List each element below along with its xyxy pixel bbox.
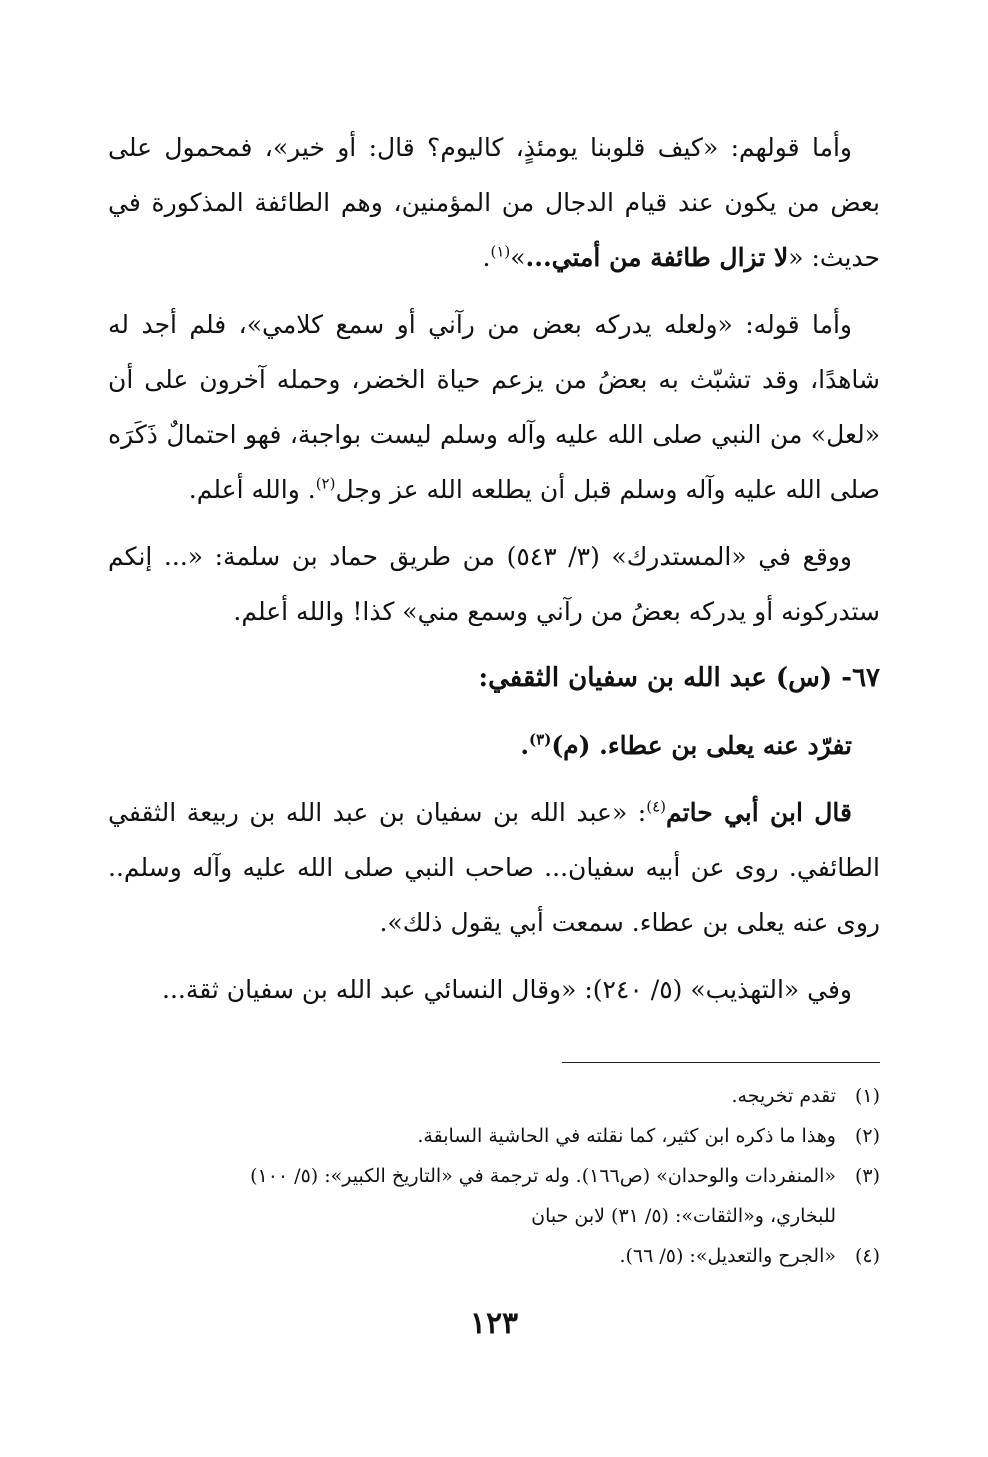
footnote-1: (١) تقدم تخريجه.	[731, 1085, 880, 1107]
paragraph-4: تفرّد عنه يعلى بن عطاء. (م)$^{(٣)}$.	[520, 730, 852, 760]
footnote-4: (٤) «الجرح والتعديل»: (٥/ ٦٦).	[619, 1245, 880, 1267]
main-text	[108, 120, 880, 1029]
footnote-ref-4: (٤)	[646, 797, 666, 816]
hadith-quote: لا تزال طائفة من أمتي...	[525, 243, 789, 272]
footnote-ref-1: (١)	[490, 242, 511, 261]
paragraph-3: ووقع في «المستدرك» (٣/ ٥٤٣) من طريق حماد بن سلمة: «... إنكم ستدركونه أو يدركه بعضُ من رآني وسمع مني» كذا! والله أعلم.	[108, 542, 880, 626]
footnote-divider	[562, 1062, 880, 1063]
paragraph-5: قال ابن أبي حاتم$^{(٤)}$: «عبد الله بن سفيان بن عبد الله بن ربيعة الثقفي الطائفي. روى عن أبيه سفيان... صاحب النبي صلى الله عليه وآله وسلم.. روى عنه يعلى بن عطاء. سمعت أبي يقول ذلك».	[108, 797, 880, 937]
footnotes	[108, 1076, 880, 1276]
paragraph-6: وفي «التهذيب» (٥/ ٢٤٠): «وقال النسائي عبد الله بن سفيان ثقة...	[162, 975, 852, 1004]
footnote-3-continuation: للبخاري، و«الثقات»: (٥/ ٣١) لابن حبان	[531, 1205, 836, 1227]
paragraph-1: وأما قولهم: «كيف قلوبنا يومئذٍ، كاليوم؟ قال: أو خير»، فمحمول على بعض من يكون عند قيام الدجال من المؤمنين، وهم الطائفة المذكورة في حديث: «لا تزال طائفة من أمتي...»$^{(١)}$.	[108, 133, 880, 272]
page-number: ١٢٣	[469, 1306, 519, 1341]
paragraph-2: وأما قوله: «ولعله يدركه بعض من رآني أو سمع كلامي»، فلم أجد له شاهدًا، وقد تشبّث به بعضُ من يزعم حياة الخضر، وحمله آخرون على أن «لعل» من النبي صلى الله عليه وآله وسلم ليست بواجبة، فهو احتمالٌ ذَكَرَه صلى الله عليه وآله وسلم قبل أن يطلعه الله عز وجل$^{(٢)}$. والله أعلم.	[108, 310, 880, 504]
footnote-ref-2: (٢)	[315, 474, 336, 493]
footnote-ref-3: (٣)	[529, 730, 552, 749]
footnote-3: (٣) «المنفردات والوحدان» (ص١٦٦). وله ترجمة في «التاريخ الكبير»: (٥/ ١٠٠)	[250, 1165, 880, 1187]
entry-heading: ٦٧- (س) عبد الله بن سفيان الثقفي:	[478, 663, 880, 693]
footnote-2: (٢) وهذا ما ذكره ابن كثير، كما نقلته في الحاشية السابقة.	[417, 1125, 880, 1147]
